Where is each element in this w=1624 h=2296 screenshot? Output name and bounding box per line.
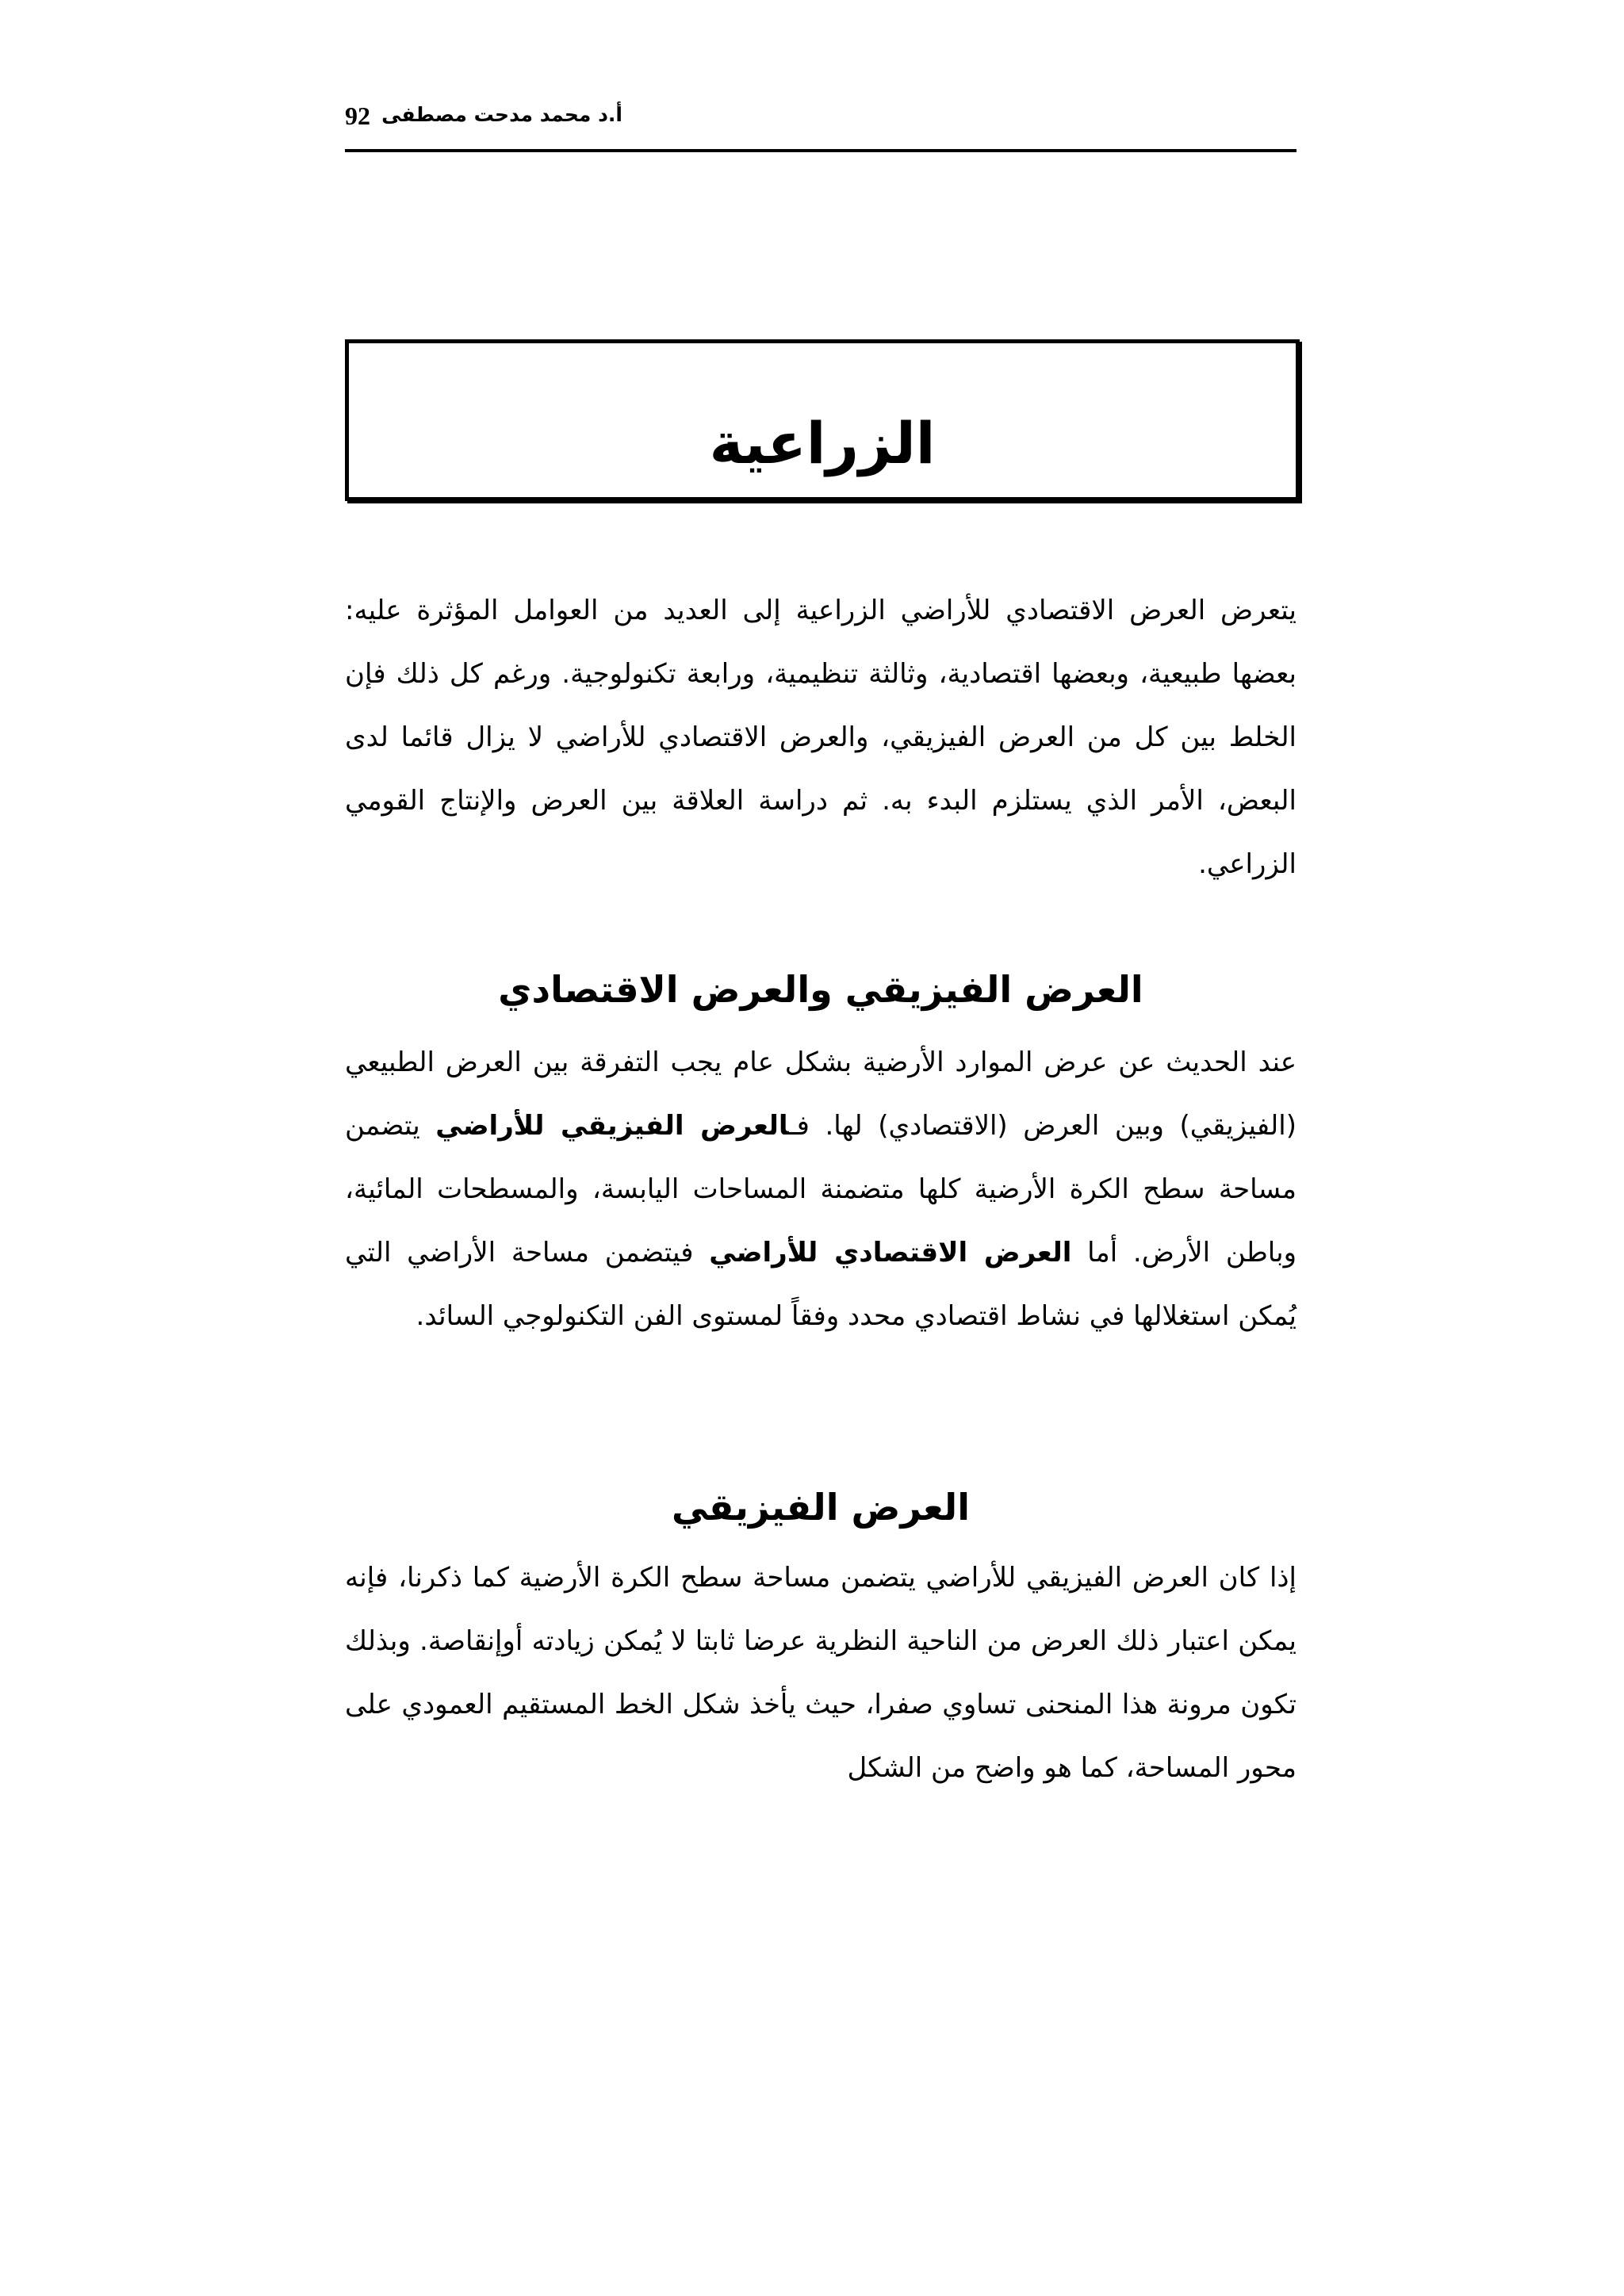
section2-paragraph: إذا كان العرض الفيزيقي للأراضي يتضمن مساحة سطح الكرة الأرضية كما ذكرنا، فإنه يمكن اعتبار ذلك العرض من الناحية النظرية عرضا ثابتا لا يُمكن زيادته أوإنقاصة. وبذلك تكون مرونة هذا المنحنى تساوي صفرا، حيث يأخذ شكل الخط المستقيم العمودي على محور المساحة، كما هو واضح من الشكل — [345, 1562, 1297, 1784]
author-name: أ.د محمد مدحت مصطفى — [381, 103, 622, 126]
intro-paragraph: يتعرض العرض الاقتصادي للأراضي الزراعية إلى العديد من العوامل المؤثرة عليه: بعضها طبيعية، وبعضها اقتصادية، وثالثة تنظيمية، ورابعة تكنولوجية. ورغم كل ذلك فإن الخلط بين كل من العرض الفيزيقي، والعرض الاقتصادي للأراضي لا يزال قائما لدى البعض، الأمر الذي يستلزم البدء به. ثم دراسة العلاقة بين العرض والإنتاج القومي الزراعي. — [345, 595, 1297, 880]
chapter-title-box — [345, 339, 1300, 501]
page-number: 92 — [345, 101, 370, 130]
section1-bold-physical: العرض الفيزيقي للأراضي — [435, 1110, 789, 1142]
section-heading-physical: العرض الفيزيقي — [672, 1486, 970, 1529]
section-heading-physical-economic: العرض الفيزيقي والعرض الاقتصادي — [498, 968, 1143, 1011]
section1-text-2: يتضمن مساحة سطح الكرة الأرضية كلها متضمنة المساحات اليابسة، والمسطحات المائية، وباطن الأرض. أما — [345, 1110, 1297, 1269]
page-header — [345, 101, 1297, 152]
document-page — [345, 0, 1297, 2296]
section1-bold-economic: العرض الاقتصادي للأراضي — [709, 1237, 1072, 1269]
section1-text-3: فيتضمن مساحة الأراضي التي يُمكن استغلالها في نشاط اقتصادي محدد وفقاً لمستوى الفن التكنولوجي السائد. — [345, 1237, 1297, 1332]
section1-text-1: عند الحديث عن عرض الموارد الأرضية بشكل عام يجب التفرقة بين العرض الطبيعي (الفيزيقي) وبين العرض (الاقتصادي) لها. فـ — [345, 1047, 1297, 1142]
chapter-title: الزراعية — [709, 410, 936, 476]
section1-paragraph — [345, 1031, 1297, 1348]
